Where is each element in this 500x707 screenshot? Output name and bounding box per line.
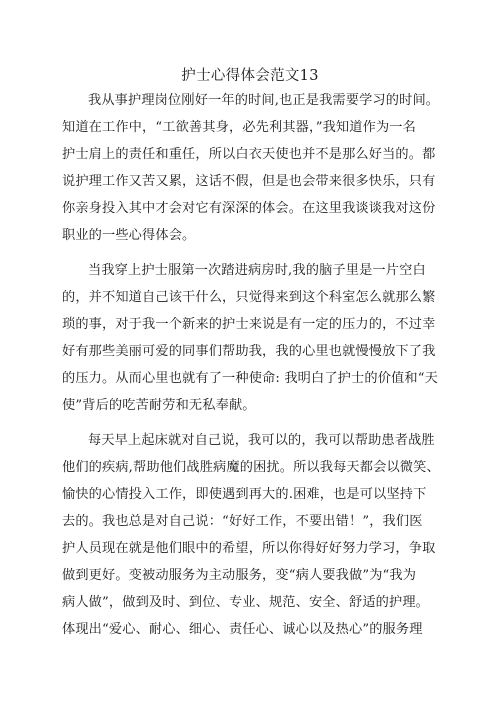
text-line: 琐的事，对于我一个新来的护士来说是有一定的压力的，不过幸 — [62, 317, 436, 332]
text-line: 愉快的心情投入工作，即使遇到再大的.困难，也是可以坚持下 — [62, 487, 427, 502]
text-line: 护士肩上的责任和重任，所以白衣天使也并不是那么好当的。都 — [62, 147, 436, 162]
paragraph-2 — [62, 257, 442, 419]
text-line: 护人员现在就是他们眼中的希望，所以你得好好努力学习，争取 — [62, 541, 436, 556]
text-line: 我从事护理岗位刚好一年的时间,也正是我需要学习的时间。 — [88, 93, 440, 108]
document-body — [62, 87, 442, 651]
text-line: 每天早上起床就对自己说，我可以的，我可以帮助患者战胜 — [88, 433, 435, 448]
text-line: 说护理工作又苦又累，这话不假，但是也会带来很多快乐，只有 — [62, 174, 436, 189]
text-line: 做到更好。变被动服务为主动服务，变“病人要我做”为“我为 — [62, 568, 417, 583]
text-line: 他们的疾病,帮助他们战胜病魔的困扰。所以我每天都会以微笑、 — [62, 460, 440, 475]
document-title: 护士心得体会范文13 — [181, 68, 319, 84]
text-line: 知道在工作中，“工欲善其身，必先利其器，”我知道作为一名 — [62, 120, 416, 135]
text-line: 的，并不知道自己该干什么，只觉得来到这个科室怎么就那么繁 — [62, 290, 436, 305]
text-line: 职业的一些心得体会。 — [62, 228, 196, 243]
text-line: 体现出“爱心、耐心、细心、责任心、诚心以及热心”的服务理 — [62, 622, 423, 637]
paragraph-3 — [62, 427, 442, 643]
text-line: 的压力。从而心里也就有了一种使命: 我明白了护士的价值和“天 — [62, 371, 438, 386]
text-line: 你亲身投入其中才会对它有深深的体会。在这里我谈谈我对这份 — [62, 201, 436, 216]
text-line: 当我穿上护士服第一次踏进病房时,我的脑子里是一片空白 — [88, 263, 426, 278]
text-line: 去的。我也总是对自己说：“好好工作，不要出错！”，我们医 — [62, 514, 423, 529]
text-line: 好有那些美丽可爱的同事们帮助我，我的心里也就慢慢放下了我 — [62, 344, 436, 359]
text-line: 病人做”，做到及时、到位、专业、规范、安全、舒适的护理。 — [62, 595, 430, 610]
paragraph-1 — [62, 87, 442, 249]
text-line: 使”背后的吃苦耐劳和无私奉献。 — [62, 398, 256, 413]
